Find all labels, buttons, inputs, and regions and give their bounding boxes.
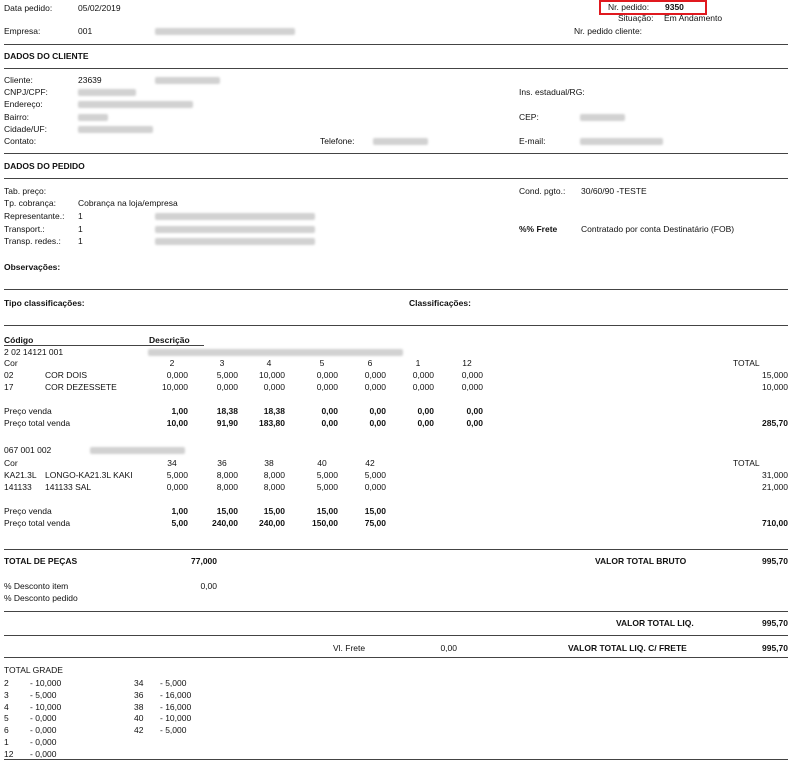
cond-pgto-value: 30/60/90 -TESTE [581,186,647,196]
cidade-label: Cidade/UF: [4,124,47,134]
preco-total-cell: 91,90 [216,418,238,428]
valor-liq-value: 995,70 [762,618,788,628]
grade-qty: - 0,000 [30,737,57,747]
qty-cell: 8,000 [263,470,285,480]
grade-qty: - 5,000 [30,689,57,700]
qty-cell: 5,000 [364,470,386,480]
preco-venda-cell: 15,00 [364,506,386,516]
qty-cell: 10,000 [162,382,188,392]
qty-cell: 0,000 [364,382,386,392]
telefone-redacted [373,138,428,145]
qty-cell: 0,000 [412,370,434,380]
grade-qty: - 0,000 [30,725,57,736]
preco-venda-cell: 18,38 [216,406,238,416]
divider [4,657,788,658]
grade-size: 2 [4,678,9,688]
grade-qty: - 0,000 [30,713,57,724]
preco-venda-cell: 15,00 [263,506,285,516]
empresa-value: 001 [78,26,93,36]
cond-pgto-label: Cond. pgto.: [519,186,566,196]
transport-value: 1 [78,224,83,234]
color-name: COR DEZESSETE [45,382,117,392]
data-pedido-label: Data pedido: [4,3,53,13]
grade-qty: - 10,000 [30,701,62,712]
grade-size: 1 [4,737,9,747]
size-header: 6 [367,358,373,368]
row-total: 10,000 [762,382,788,392]
grade-size: 34 [134,678,144,688]
qty-cell: 0,000 [364,482,386,492]
preco-total-cell: 5,00 [171,518,188,528]
valor-bruto-label: VALOR TOTAL BRUTO [595,556,687,566]
desc-item-label: % Desconto item [4,581,69,591]
grade-qty: - 5,000 [160,725,187,736]
grade-size: 4 [4,701,9,712]
color-code: 17 [4,382,14,392]
vl-frete-label: Vl. Frete [333,643,366,653]
vl-frete-value: 0,00 [440,643,457,653]
grade-size: 3 [4,689,9,700]
qty-cell: 0,000 [461,370,483,380]
size-header: 34 [167,458,177,468]
row-total: 21,000 [762,482,788,492]
bairro-redacted [78,114,108,121]
section-title-pedido: DADOS DO PEDIDO [4,161,85,171]
grade-qty: - 10,000 [30,678,62,688]
size-header: 12 [462,358,472,368]
size-header: 40 [317,458,327,468]
preco-venda-cell: 1,00 [171,506,188,516]
preco-venda-cell: 0,00 [321,406,338,416]
frete-value: Contratado por conta Destinatário (FOB) [581,224,735,234]
divider [4,68,788,69]
divider [4,289,788,290]
divider [4,325,788,326]
qty-cell: 0,000 [316,382,338,392]
tp-cobranca-label: Tp. cobrança: [4,198,56,208]
descricao-header: Descrição [149,335,190,345]
preco-venda-cell: 15,00 [216,506,238,516]
qty-cell: 0,000 [166,482,188,492]
item2-desc-redacted [90,447,185,454]
size-header: 4 [266,358,272,368]
tp-cobranca-value: Cobrança na loja/empresa [78,198,178,208]
grade-size: 5 [4,713,9,724]
grade-size: 36 [134,689,144,700]
grade-qty: - 5,000 [160,678,187,688]
qty-cell: 0,000 [412,382,434,392]
size-header: 2 [169,358,175,368]
grade-qty: - 16,000 [160,689,192,700]
item1-code: 2 02 14121 001 [4,347,64,357]
cnpj-label: CNPJ/CPF: [4,87,48,97]
color-code: KA21.3L [4,470,37,480]
color-code: 141133 [4,482,32,492]
divider [4,178,788,179]
size-header: 42 [365,458,375,468]
preco-venda-cell: 18,38 [263,406,285,416]
preco-total-cell: 183,80 [259,418,285,428]
item1-desc-redacted [148,349,403,356]
empresa-name-redacted [155,28,295,35]
desc-item-value: 0,00 [200,581,217,591]
preco-total-label: Preço total venda [4,518,71,528]
telefone-label: Telefone: [320,136,355,146]
qty-cell: 0,000 [263,382,285,392]
endereco-label: Endereço: [4,99,43,109]
situacao-label: Situação: [618,13,654,23]
observacoes-label: Observações: [4,262,61,272]
nr-pedido-label: Nr. pedido: [608,2,650,12]
codigo-header: Código [4,335,34,345]
nr-pedido-cliente-label: Nr. pedido cliente: [574,26,643,36]
size-header: 38 [264,458,274,468]
total-grade-title: TOTAL GRADE [4,665,63,675]
transp-redes-label: Transp. redes.: [4,236,61,246]
item2-total-header: TOTAL [733,458,760,468]
row-total: 31,000 [762,470,788,480]
email-redacted [580,138,663,145]
empresa-label: Empresa: [4,26,41,36]
valor-liq-frete-label: VALOR TOTAL LIQ. C/ FRETE [568,643,687,653]
grade-qty: - 0,000 [30,748,57,759]
cep-redacted [580,114,625,121]
qty-cell: 0,000 [316,370,338,380]
qty-cell: 0,000 [364,370,386,380]
preco-total-sum: 710,00 [762,518,788,528]
preco-venda-label: Preço venda [4,506,52,516]
grade-qty: - 16,000 [160,701,192,712]
divider [4,611,788,612]
classificacoes-label: Classificações: [409,298,471,308]
preco-total-cell: 10,00 [166,418,188,428]
preco-venda-cell: 0,00 [417,406,434,416]
tipo-classificacoes-label: Tipo classificações: [4,298,85,308]
divider [4,345,204,346]
cliente-value: 23639 [78,75,102,85]
representante-name-redacted [155,213,315,220]
preco-total-cell: 0,00 [321,418,338,428]
qty-cell: 8,000 [216,482,238,492]
cnpj-redacted [78,89,136,96]
preco-total-cell: 0,00 [466,418,483,428]
desc-pedido-label: % Desconto pedido [4,593,78,603]
transp-redes-value: 1 [78,236,83,246]
qty-cell: 8,000 [216,470,238,480]
cliente-name-redacted [155,77,220,84]
frete-label: %% Frete [519,224,558,234]
valor-bruto-value: 995,70 [762,556,788,566]
preco-total-label: Preço total venda [4,418,71,428]
preco-venda-cell: 0,00 [369,406,386,416]
size-header: 3 [219,358,225,368]
qty-cell: 0,000 [166,370,188,380]
preco-total-cell: 75,00 [364,518,386,528]
size-header: 1 [415,358,421,368]
ins-estadual-label: Ins. estadual/RG: [519,87,585,97]
color-name: 141133 SAL [45,482,92,492]
item2-code: 067 001 002 [4,445,52,455]
item1-total-header: TOTAL [733,358,760,368]
divider [4,153,788,154]
representante-label: Representante.: [4,211,65,221]
preco-venda-cell: 1,00 [171,406,188,416]
total-pecas-value: 77,000 [191,556,217,566]
qty-cell: 0,000 [216,382,238,392]
grade-qty: - 10,000 [160,713,192,724]
row-total: 15,000 [762,370,788,380]
divider [4,635,788,636]
cliente-label: Cliente: [4,75,33,85]
preco-total-cell: 240,00 [259,518,285,528]
cidade-redacted [78,126,153,133]
cep-label: CEP: [519,112,539,122]
total-pecas-label: TOTAL DE PEÇAS [4,556,78,566]
grade-size: 6 [4,725,9,736]
preco-total-cell: 0,00 [417,418,434,428]
qty-cell: 8,000 [263,482,285,492]
divider [4,759,788,760]
valor-liq-frete-value: 995,70 [762,643,788,653]
grade-size: 12 [4,748,14,759]
representante-value: 1 [78,211,83,221]
qty-cell: 0,000 [461,382,483,392]
qty-cell: 5,000 [166,470,188,480]
nr-pedido-value: 9350 [665,2,684,12]
qty-cell: 5,000 [216,370,238,380]
preco-total-sum: 285,70 [762,418,788,428]
color-name: COR DOIS [45,370,88,380]
size-header: 36 [217,458,227,468]
item2-cor-label: Cor [4,458,18,468]
item1-cor-label: Cor [4,358,18,368]
grade-size: 42 [134,725,144,736]
preco-total-cell: 150,00 [312,518,338,528]
transport-name-redacted [155,226,315,233]
qty-cell: 10,000 [259,370,285,380]
situacao-value: Em Andamento [664,13,723,23]
preco-venda-label: Preço venda [4,406,52,416]
section-title-cliente: DADOS DO CLIENTE [4,51,89,61]
size-header: 5 [319,358,325,368]
preco-venda-cell: 0,00 [466,406,483,416]
endereco-redacted [78,101,193,108]
tab-preco-label: Tab. preço: [4,186,47,196]
preco-total-cell: 0,00 [369,418,386,428]
transp-redes-name-redacted [155,238,315,245]
preco-total-cell: 240,00 [212,518,238,528]
email-label: E-mail: [519,136,546,146]
color-name: LONGO-KA21.3L KAKI [45,470,133,480]
color-code: 02 [4,370,14,380]
divider [4,44,788,45]
grade-size: 38 [134,701,144,712]
data-pedido-value: 05/02/2019 [78,3,121,13]
valor-liq-label: VALOR TOTAL LIQ. [616,618,694,628]
preco-venda-cell: 15,00 [316,506,338,516]
transport-label: Transport.: [4,224,45,234]
qty-cell: 5,000 [316,470,338,480]
bairro-label: Bairro: [4,112,30,122]
qty-cell: 5,000 [316,482,338,492]
divider [4,549,788,550]
contato-label: Contato: [4,136,37,146]
grade-size: 40 [134,713,144,724]
